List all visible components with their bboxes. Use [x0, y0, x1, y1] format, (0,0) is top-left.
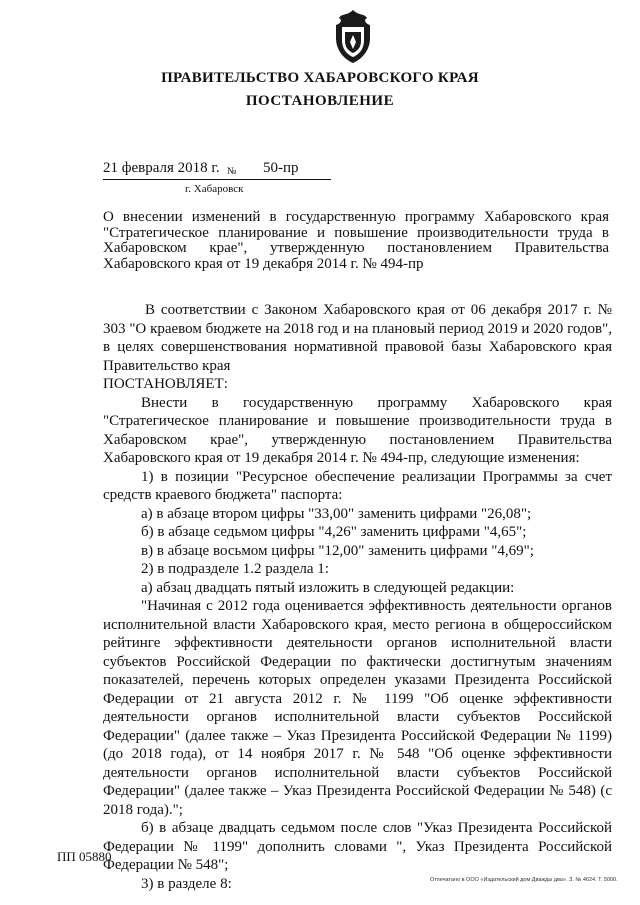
coat-of-arms-icon — [330, 8, 376, 64]
body-paragraph: 2) в подразделе 1.2 раздела 1: — [141, 561, 329, 577]
document-type: ПОСТАНОВЛЕНИЕ — [245, 93, 395, 109]
document-subject: О внесении изменений в государственную программу Хабаровского края "Стратегическое планирование и повышение производительности труда в Хабаровском крае", утвержденную постановлением Правительства Хабаровского края от 19 декабря 2014 г. № 494-пр — [103, 209, 609, 272]
number-sign: № — [227, 166, 237, 177]
document-body — [103, 301, 612, 893]
body-paragraph: 1) в позиции "Ресурсное обеспечение реализации Программы за счет средств краевого бюджета" паспорта: — [103, 468, 612, 503]
document-date: 21 февраля 2018 г. — [103, 160, 220, 176]
body-paragraph: "Начиная с 2012 года оценивается эффективность деятельности органов исполнительной власти Хабаровского края, место региона в общероссийском рейтинге эффективности деятельности органов исполнительной власти субъектов Российской Федерации по фактически достигнутым значениям показателей, перечень которых определен указами Президента Российской Федерации от 21 августа 2012 г. № 1199 "Об оценке эффективности деятельности органов исполнительной власти субъектов Российской Федерации" (далее также – Указ Президента Российской Федерации № 1199) (до 2018 года), от 14 ноября 2017 г. № 548 "Об оценке эффективности деятельности органов исполнительной власти субъектов Российской Федерации" (далее также – Указ Президента Российской Федерации № 548) (с 2018 года)."; — [103, 598, 612, 818]
organization-name: ПРАВИТЕЛЬСТВО ХАБАРОВСКОГО КРАЯ — [161, 70, 479, 86]
body-paragraph: б) в абзаце седьмом цифры "4,26" заменить цифрами "4,65"; — [141, 524, 527, 540]
body-paragraph: а) в абзаце втором цифры "33,00" заменить цифрами "26,08"; — [141, 505, 532, 522]
body-paragraph: б) в абзаце двадцать седьмом после слов "Указ Президента Российской Федерации № 1199" дополнить словами ", Указ Президента Российской Федерации № 548"; — [103, 820, 612, 873]
body-paragraph: 3) в разделе 8: — [141, 875, 232, 892]
print-note: Отпечатано в ООО «Издательский дом Дважды два». З. № 4624. Т. 5000. — [430, 877, 618, 883]
preamble: В соответствии с Законом Хабаровского края от 06 декабря 2017 г. № 303 "О краевом бюджете на 2018 год и на плановый период 2019 и 2020 годов", в целях совершенствования нормативной правовой базы Хабаровского края Правительство края — [103, 302, 612, 374]
document-number: 50-пр — [263, 160, 299, 176]
body-paragraph: в) в абзаце восьмом цифры "12,00" заменить цифрами "4,69"; — [141, 542, 534, 559]
body-paragraph: а) абзац двадцать пятый изложить в следующей редакции: — [141, 579, 515, 596]
city: г. Хабаровск — [185, 183, 244, 195]
resolves-heading: ПОСТАНОВЛЯЕТ: — [103, 376, 228, 392]
body-paragraph: Внести в государственную программу Хабаровского края "Стратегическое планирование и повышение производительности труда в Хабаровском крае", утвержденную постановлением Правительства Хабаровского края от 19 декабря 2014 г. № 494-пр, следующие изменения: — [103, 394, 612, 466]
document-code: ПП 05880 — [57, 849, 112, 864]
date-underline — [103, 179, 331, 180]
